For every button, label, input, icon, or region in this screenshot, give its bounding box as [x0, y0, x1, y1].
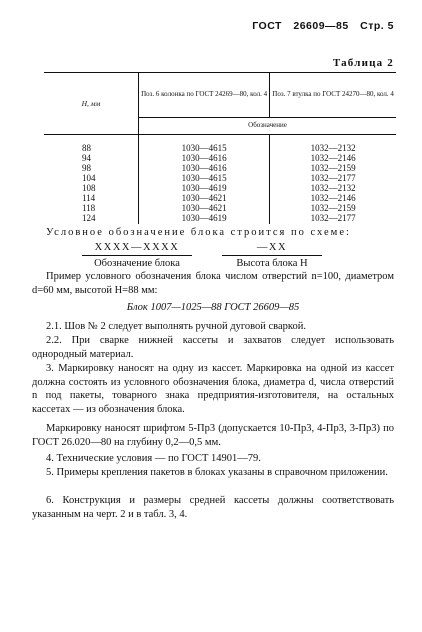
cell-pos6: 1030—4621: [139, 204, 270, 214]
cell-pos6: 1030—4619: [139, 184, 270, 194]
column-header-h: H, мм: [44, 73, 139, 135]
schema-intro: Условное обозначение блока строится по схеме:: [46, 227, 351, 238]
header-page: Стр. 5: [360, 20, 394, 32]
paragraph-marking: Маркировку наносят шрифтом 5-Пр3 (допускается 10-Пр3, 4-Пр3, 3-Пр3) по ГОСТ 26.020—80 на глубину 0,2—0,5 мм.: [32, 423, 394, 448]
cell-pos6: 1030—4615: [139, 144, 270, 154]
paragraph-2-2: 2.2. При сварке нижней кассеты и захватов следует использовать однородный материал.: [32, 335, 394, 360]
example-intro: Пример условного обозначения блока числом отверстий n=100, диаметром d=60 мм, высотой H=88 мм:: [32, 271, 394, 296]
cell-pos7: 1032—2132: [310, 183, 356, 194]
cell-pos6: 1030—4616: [139, 164, 270, 174]
cell-pos7: 1032—2146: [310, 153, 356, 164]
column-header-pos7: Поз. 7 втулка по ГОСТ 24270—80, кол. 4: [270, 73, 396, 118]
page-header: [244, 20, 394, 32]
cell-h: 104: [44, 174, 139, 184]
paragraph-3: 3. Маркировку наносят на одну из кассет. Маркировка на одной из кассет должна состоять из условного обозначения блока, диаметра d, числа отверстий n под пакеты, товарного знака предприятия-изготовителя, на остальных кассетах — из обозначения блока.: [32, 363, 394, 415]
schema-block-height: [222, 242, 322, 269]
column-header-pos6: Поз. 6 колонка по ГОСТ 24269—80, кол. 4: [139, 73, 270, 118]
cell-h: 114: [44, 194, 139, 204]
cell-h: 118: [44, 204, 139, 214]
column-header-designation: Обозначение: [139, 118, 397, 135]
table-caption: Таблица 2: [332, 57, 394, 69]
cell-pos7: 1032—2132: [310, 143, 356, 154]
schema-right-code: —XX: [222, 242, 322, 256]
table-2: [44, 72, 396, 224]
cell-pos7: 1032—2159: [310, 163, 356, 174]
example-designation: Блок 1007—1025—88 ГОСТ 26609—85: [126, 302, 300, 313]
cell-pos7: 1032—2159: [310, 203, 356, 214]
paragraph-5: 5. Примеры крепления пакетов в блоках указаны в справочном приложении.: [46, 467, 388, 478]
schema-block-designation: [82, 242, 192, 269]
header-number: 26609—85: [293, 20, 349, 32]
schema-left-code: XXXX—XXXX: [82, 242, 192, 256]
cell-h: 94: [44, 154, 139, 164]
paragraph-4: 4. Технические условия — по ГОСТ 14901—79.: [46, 453, 261, 464]
cell-pos7: 1032—2177: [310, 173, 356, 184]
schema-right-label: Высота блока H: [236, 258, 308, 269]
cell-pos7: 1032—2146: [310, 193, 356, 204]
cell-h: 124: [44, 214, 139, 224]
cell-pos6: 1030—4615: [139, 174, 270, 184]
cell-pos6: 1030—4621: [139, 194, 270, 204]
cell-pos7: 1032—2177: [310, 213, 356, 224]
cell-pos6: 1030—4619: [139, 214, 270, 224]
cell-h: 88: [44, 144, 139, 154]
cell-h: 98: [44, 164, 139, 174]
schema-left-label: Обозначение блока: [94, 258, 180, 269]
paragraph-2-1: 2.1. Шов № 2 следует выполнять ручной дуговой сваркой.: [46, 321, 306, 332]
header-standard: ГОСТ: [252, 20, 282, 32]
cell-h: 108: [44, 184, 139, 194]
paragraph-6: 6. Конструкция и размеры средней кассеты должны соответствовать указанным на черт. 2 и в табл. 3, 4.: [32, 495, 394, 520]
table-row: [44, 214, 396, 224]
cell-pos6: 1030—4616: [139, 154, 270, 164]
